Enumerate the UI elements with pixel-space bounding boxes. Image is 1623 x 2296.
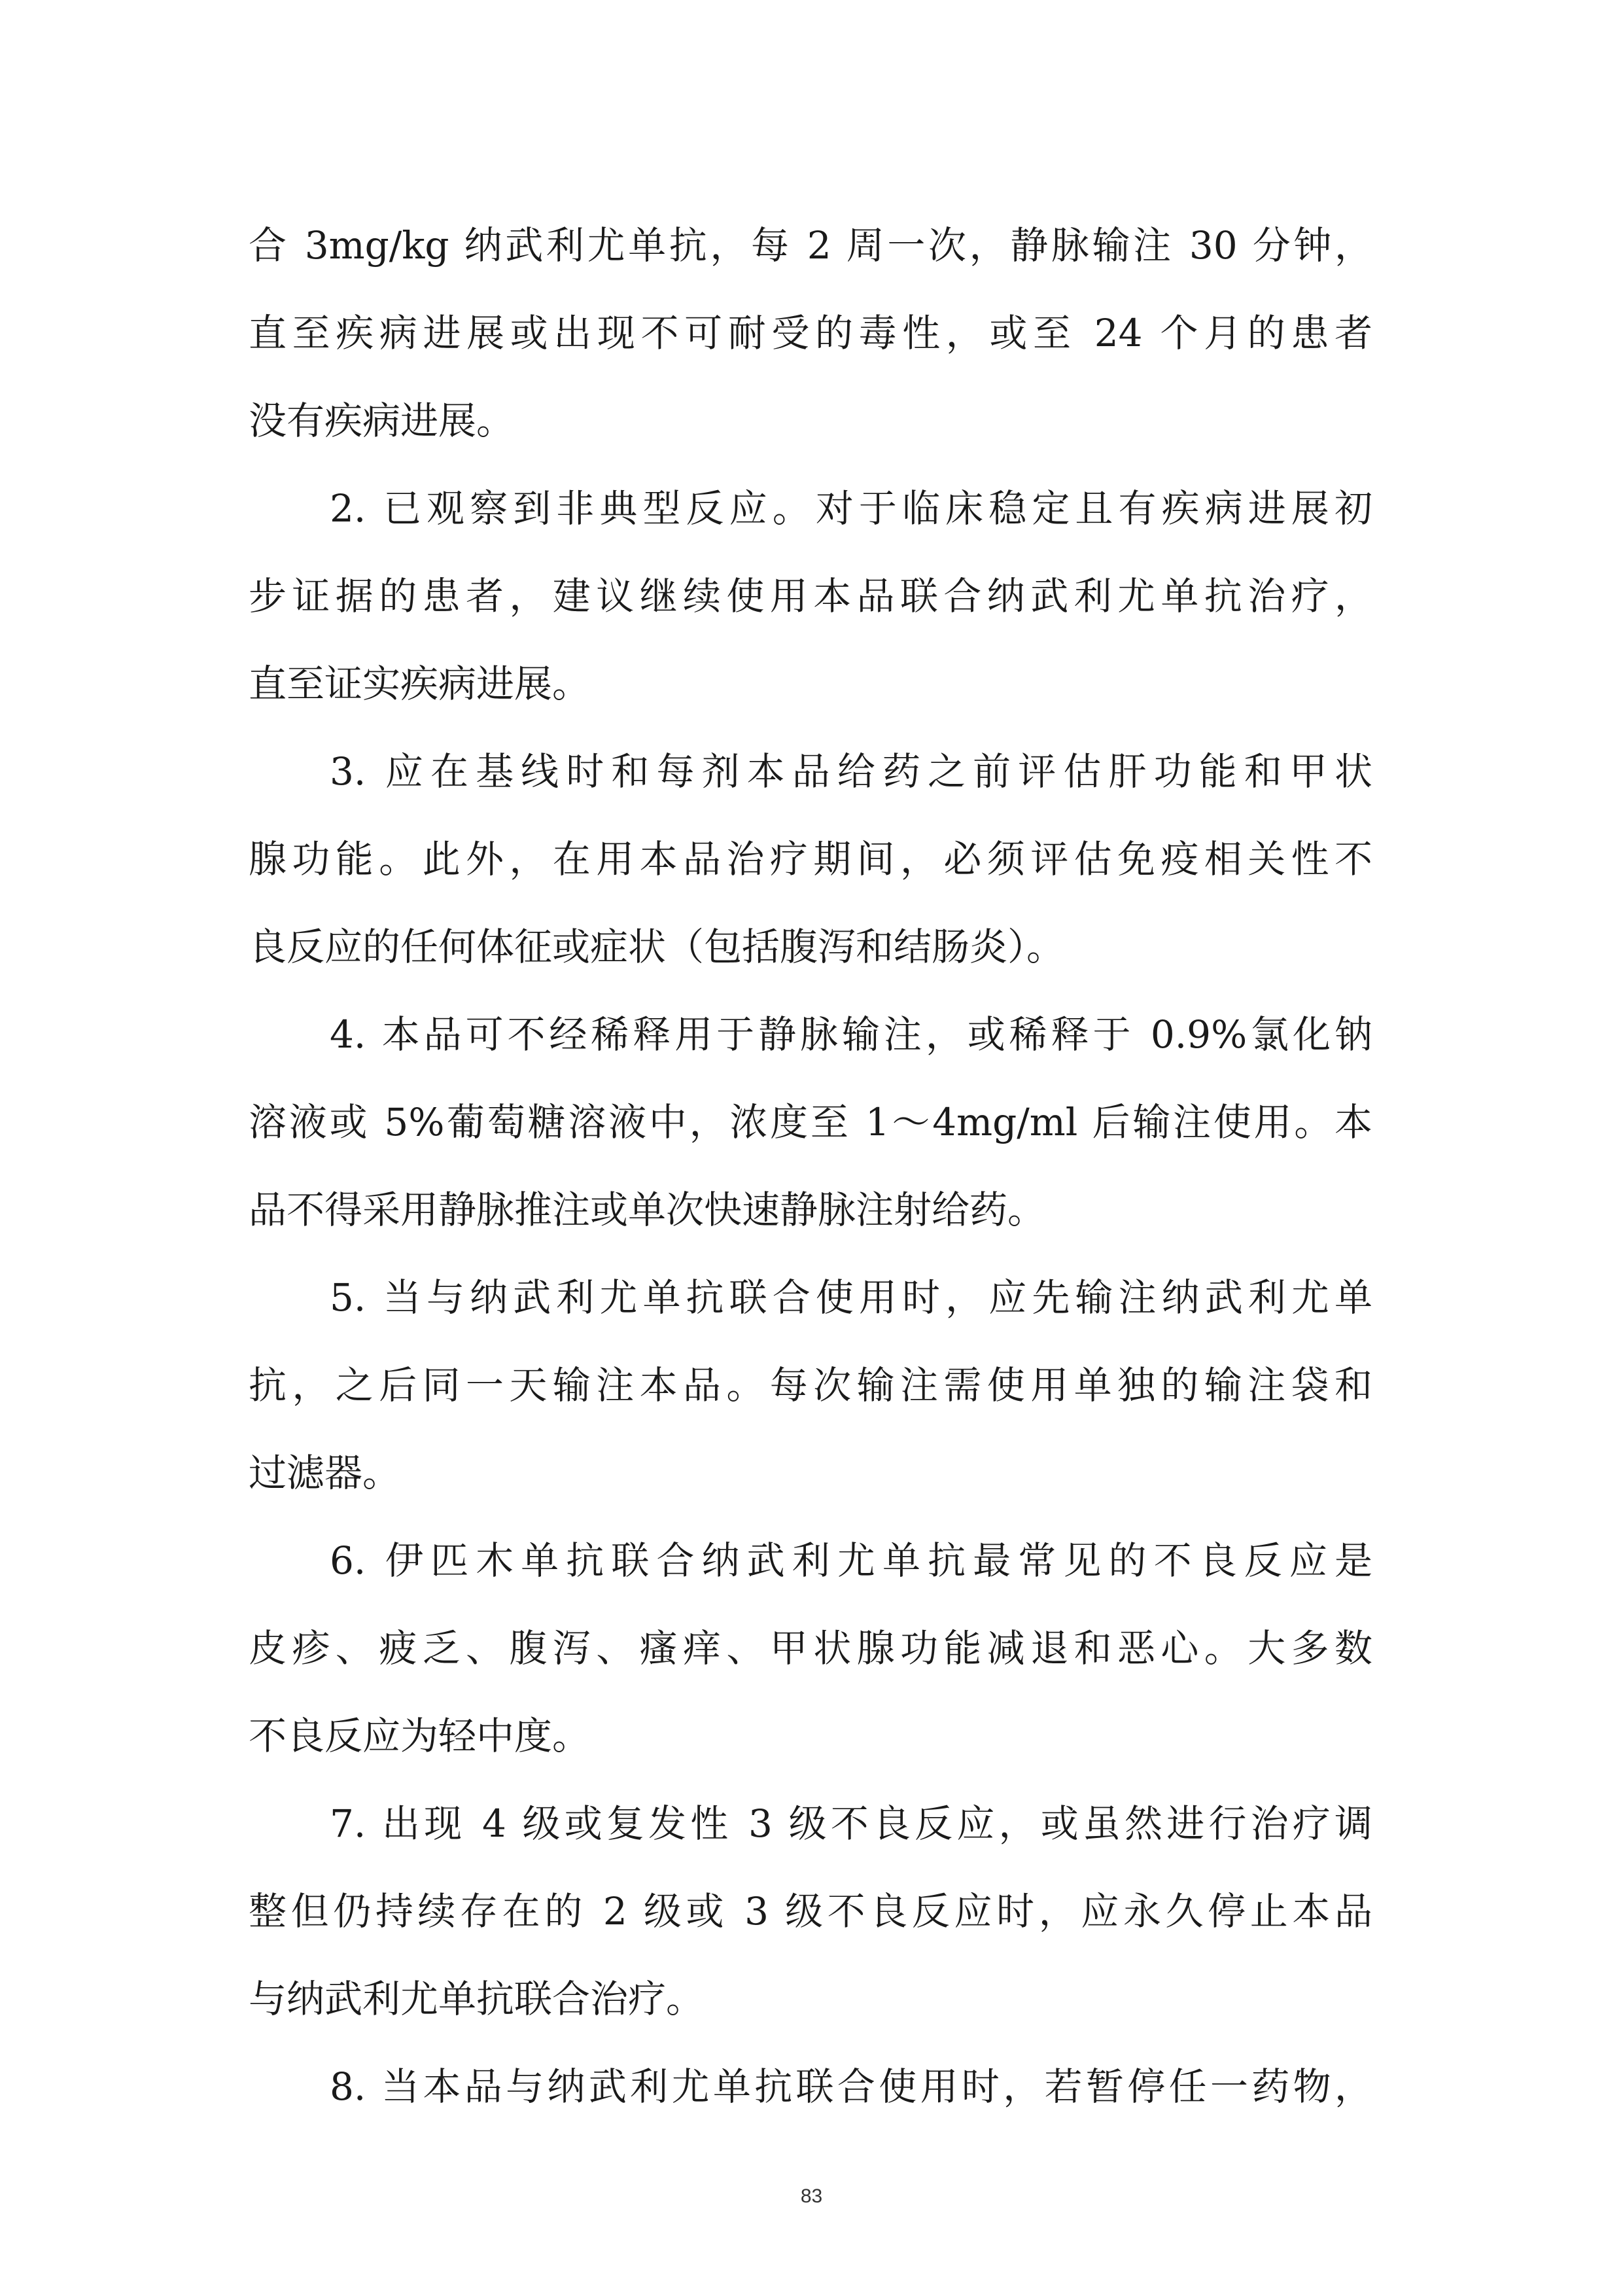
paragraph-item-8 — [249, 2043, 1372, 2130]
text-line: 不良反应为轻中度。 — [249, 1714, 591, 1758]
text-line: 直至疾病进展或出现不可耐受的毒性，或至 24 个月的患者 — [249, 311, 1372, 355]
text-line: 品不得采用静脉推注或单次快速静脉注射给药。 — [249, 1188, 1046, 1232]
page-number: 83 — [800, 2185, 823, 2207]
text-line: 溶液或 5%葡萄糖溶液中，浓度至 1～4mg/ml 后输注使用。本 — [249, 1100, 1372, 1144]
text-line: 4. 本品可不经稀释用于静脉输注，或稀释于 0.9%氯化钠 — [330, 1012, 1372, 1057]
paragraph-item-3 — [249, 728, 1372, 991]
text-line: 没有疾病进展。 — [249, 398, 515, 443]
paragraph-item-2 — [249, 465, 1372, 728]
paragraph-item-7 — [249, 1780, 1372, 2043]
text-line: 8. 当本品与纳武利尤单抗联合使用时，若暂停任一药物， — [330, 2064, 1372, 2109]
text-line: 过滤器。 — [249, 1451, 401, 1495]
paragraph-continuation — [249, 202, 1372, 465]
text-line: 6. 伊匹木单抗联合纳武利尤单抗最常见的不良反应是 — [330, 1538, 1372, 1583]
paragraph-item-6 — [249, 1517, 1372, 1780]
text-line: 合 3mg/kg 纳武利尤单抗，每 2 周一次，静脉输注 30 分钟， — [249, 223, 1372, 268]
paragraph-item-5 — [249, 1254, 1372, 1517]
text-line: 2. 已观察到非典型反应。对于临床稳定且有疾病进展初 — [330, 486, 1372, 531]
text-line: 步证据的患者，建议继续使用本品联合纳武利尤单抗治疗， — [249, 574, 1372, 618]
text-line: 7. 出现 4 级或复发性 3 级不良反应，或虽然进行治疗调 — [330, 1801, 1372, 1846]
text-line: 5. 当与纳武利尤单抗联合使用时，应先输注纳武利尤单 — [330, 1275, 1372, 1320]
text-line: 腺功能。此外，在用本品治疗期间，必须评估免疫相关性不 — [249, 837, 1372, 881]
text-line: 良反应的任何体征或症状（包括腹泻和结肠炎）。 — [249, 925, 1065, 969]
text-line: 与纳武利尤单抗联合治疗。 — [249, 1977, 705, 2021]
paragraph-item-4 — [249, 991, 1372, 1254]
body-text — [249, 202, 1372, 2130]
text-line: 3. 应在基线时和每剂本品给药之前评估肝功能和甲状 — [330, 749, 1372, 794]
text-line: 整但仍持续存在的 2 级或 3 级不良反应时，应永久停止本品 — [249, 1889, 1372, 1934]
text-line: 直至证实疾病进展。 — [249, 662, 591, 706]
text-line: 抗，之后同一天输注本品。每次输注需使用单独的输注袋和 — [249, 1363, 1372, 1407]
text-line: 皮疹、疲乏、腹泻、瘙痒、甲状腺功能减退和恶心。大多数 — [249, 1626, 1372, 1670]
